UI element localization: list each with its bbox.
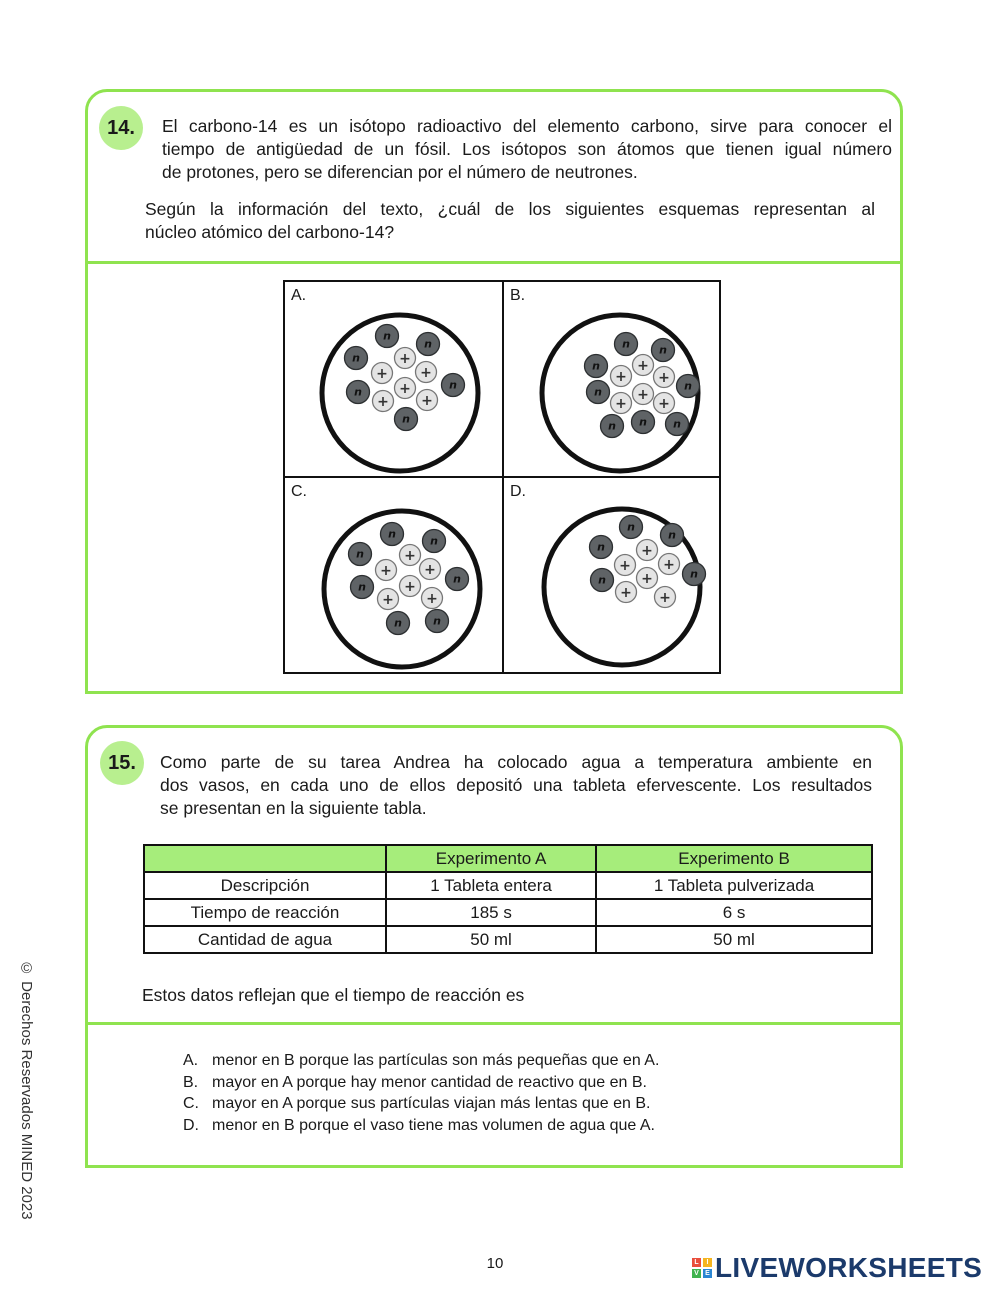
svg-text:+: +	[420, 365, 432, 381]
svg-text:+: +	[637, 358, 649, 374]
svg-text:n: n	[659, 343, 667, 357]
proton-particle	[655, 587, 676, 608]
table-header-cell: Experimento B	[596, 845, 872, 872]
svg-text:+: +	[641, 543, 653, 559]
option-b-label[interactable]: B.	[510, 287, 526, 304]
svg-text:n: n	[356, 547, 364, 561]
svg-text:n: n	[402, 412, 410, 426]
svg-text:+: +	[380, 563, 392, 579]
svg-text:n: n	[433, 614, 441, 628]
neutron-particle	[423, 530, 446, 553]
proton-particle	[633, 384, 654, 405]
question-15-prompt: Estos datos reflejan que el tiempo de reacción es	[142, 985, 525, 1005]
proton-particle	[654, 393, 675, 414]
svg-text:n: n	[394, 616, 402, 630]
proton-particle	[637, 540, 658, 561]
proton-particle	[615, 555, 636, 576]
table-header-cell: Experimento A	[386, 845, 596, 872]
question-14-card	[85, 89, 903, 694]
neutron-particle	[442, 374, 465, 397]
table-header-row	[144, 845, 872, 872]
svg-text:+: +	[424, 562, 436, 578]
svg-text:n: n	[592, 359, 600, 373]
proton-particle	[420, 559, 441, 580]
option-text: menor en B porque las partículas son más pequeñas que en A.	[212, 1052, 660, 1069]
answer-option-d[interactable]	[183, 1115, 659, 1137]
table-cell: 50 ml	[386, 926, 596, 953]
svg-text:+: +	[404, 579, 416, 595]
proton-particle	[637, 568, 658, 589]
proton-particle	[611, 393, 632, 414]
nucleus-options-grid	[283, 280, 721, 674]
logo-cube: E	[703, 1269, 712, 1278]
svg-text:+: +	[658, 370, 670, 386]
table-cell: 50 ml	[596, 926, 872, 953]
svg-text:n: n	[668, 528, 676, 542]
nucleus-diagram-a[interactable]	[315, 308, 485, 478]
neutron-particle	[590, 536, 613, 559]
section-divider	[88, 1022, 900, 1025]
logo-cube: V	[692, 1269, 701, 1278]
svg-text:n: n	[690, 567, 698, 581]
svg-text:+: +	[658, 396, 670, 412]
svg-text:+: +	[421, 393, 433, 409]
experiment-table	[143, 844, 873, 954]
svg-text:n: n	[352, 351, 360, 365]
svg-text:+: +	[426, 591, 438, 607]
neutron-particle	[666, 413, 689, 436]
svg-text:+: +	[399, 351, 411, 367]
option-letter: B.	[183, 1073, 199, 1091]
neutron-particle	[591, 569, 614, 592]
svg-text:n: n	[449, 378, 457, 392]
neutron-particle	[345, 347, 368, 370]
proton-particle	[659, 554, 680, 575]
intro-line: de protones, pero se diferencian por el número de neutrones.	[162, 162, 638, 182]
neutron-particle	[381, 523, 404, 546]
option-a-label[interactable]: A.	[291, 287, 307, 304]
neutron-particle	[349, 543, 372, 566]
svg-text:n: n	[627, 520, 635, 534]
liveworksheets-logo[interactable]	[692, 1252, 982, 1284]
logo-cube: L	[692, 1258, 701, 1267]
proton-particle	[373, 391, 394, 412]
neutron-particle	[351, 576, 374, 599]
svg-text:+: +	[641, 571, 653, 587]
section-divider	[88, 261, 900, 264]
logo-cubes-icon	[692, 1258, 712, 1278]
table-cell: 6 s	[596, 899, 872, 926]
svg-text:n: n	[639, 415, 647, 429]
svg-text:+: +	[404, 548, 416, 564]
svg-text:+: +	[399, 381, 411, 397]
neutron-particle	[620, 516, 643, 539]
neutron-particle	[417, 333, 440, 356]
neutron-particle	[587, 381, 610, 404]
proton-particle	[395, 348, 416, 369]
svg-text:n: n	[430, 534, 438, 548]
neutron-particle	[585, 355, 608, 378]
neutron-particle	[426, 610, 449, 633]
svg-text:n: n	[608, 419, 616, 433]
neutron-particle	[376, 325, 399, 348]
brand-wordmark: LIVEWORKSHEETS	[715, 1252, 983, 1283]
question-number-badge: 15.	[100, 741, 144, 785]
answer-option-c[interactable]	[183, 1093, 659, 1115]
table-cell: 185 s	[386, 899, 596, 926]
table-cell: 1 Tableta entera	[386, 872, 596, 899]
neutron-particle	[446, 568, 469, 591]
neutron-particle	[615, 333, 638, 356]
nucleus-diagram-d[interactable]	[537, 502, 707, 672]
neutron-particle	[387, 612, 410, 635]
option-letter: A.	[183, 1052, 199, 1069]
intro-line: se presentan en la siguiente tabla.	[160, 798, 427, 818]
intro-line: tiempo de antigüedad de un fósil. Los isótopos son átomos que tienen igual número	[162, 139, 892, 159]
logo-cube: I	[703, 1258, 712, 1267]
answer-option-b[interactable]	[183, 1072, 659, 1094]
question-14-prompt	[145, 198, 875, 244]
nucleus-diagram-c[interactable]	[317, 504, 487, 674]
neutron-particle	[683, 563, 706, 586]
svg-text:+: +	[659, 590, 671, 606]
intro-line: Como parte de su tarea Andrea ha colocado agua a temperatura ambiente en	[160, 752, 872, 772]
proton-particle	[378, 589, 399, 610]
svg-text:n: n	[388, 527, 396, 541]
proton-particle	[616, 582, 637, 603]
nucleus-diagram-b[interactable]	[535, 308, 705, 478]
svg-text:n: n	[598, 573, 606, 587]
table-cell: 1 Tableta pulverizada	[596, 872, 872, 899]
proton-particle	[400, 576, 421, 597]
option-text: mayor en A porque sus partículas viajan más lentas que en B.	[212, 1095, 651, 1112]
table-row	[144, 926, 872, 953]
proton-particle	[376, 560, 397, 581]
proton-particle	[417, 390, 438, 411]
intro-line: dos vasos, en cada uno de ellos depositó una tableta efervescente. Los resultados	[160, 775, 872, 795]
question-14-intro	[162, 115, 892, 184]
svg-text:n: n	[594, 385, 602, 399]
neutron-particle	[601, 415, 624, 438]
neutron-particle	[677, 375, 700, 398]
svg-text:+: +	[637, 387, 649, 403]
page-number: 10	[486, 1255, 504, 1272]
svg-text:n: n	[684, 379, 692, 393]
answer-option-a[interactable]	[183, 1050, 659, 1072]
svg-text:+: +	[663, 557, 675, 573]
svg-text:+: +	[615, 369, 627, 385]
svg-text:n: n	[383, 329, 391, 343]
question-number-badge: 14.	[99, 106, 143, 150]
option-letter: D.	[183, 1116, 199, 1134]
option-letter: C.	[183, 1095, 199, 1112]
proton-particle	[416, 362, 437, 383]
option-text: menor en B porque el vaso tiene mas volumen de agua que A.	[212, 1116, 655, 1134]
svg-text:n: n	[622, 337, 630, 351]
question-15-intro	[160, 751, 872, 820]
svg-text:+: +	[620, 585, 632, 601]
answer-options	[183, 1050, 659, 1136]
table-row	[144, 872, 872, 899]
prompt-line: Según la información del texto, ¿cuál de los siguientes esquemas representan al	[145, 199, 875, 219]
svg-text:+: +	[377, 394, 389, 410]
table-cell: Cantidad de agua	[144, 926, 386, 953]
neutron-particle	[395, 408, 418, 431]
neutron-particle	[652, 339, 675, 362]
neutron-particle	[661, 524, 684, 547]
neutron-particle	[632, 411, 655, 434]
copyright-notice: © Derechos Reservados MINED 2023	[18, 960, 35, 1220]
proton-particle	[611, 366, 632, 387]
table-header-cell	[144, 845, 386, 872]
question-15-card	[85, 725, 903, 1168]
prompt-line: núcleo atómico del carbono-14?	[145, 222, 395, 242]
option-c-label[interactable]: C.	[291, 483, 307, 500]
svg-text:n: n	[453, 572, 461, 586]
option-d-label[interactable]: D.	[510, 483, 526, 500]
proton-particle	[422, 588, 443, 609]
svg-text:+: +	[619, 558, 631, 574]
svg-text:n: n	[358, 580, 366, 594]
svg-text:n: n	[424, 337, 432, 351]
svg-text:+: +	[376, 366, 388, 382]
proton-particle	[395, 378, 416, 399]
svg-text:n: n	[354, 385, 362, 399]
proton-particle	[654, 367, 675, 388]
svg-text:n: n	[673, 417, 681, 431]
table-cell: Tiempo de reacción	[144, 899, 386, 926]
proton-particle	[372, 363, 393, 384]
intro-line: El carbono-14 es un isótopo radioactivo del elemento carbono, sirve para conocer el	[162, 116, 892, 136]
proton-particle	[400, 545, 421, 566]
option-text: mayor en A porque hay menor cantidad de reactivo que en B.	[212, 1073, 647, 1091]
proton-particle	[633, 355, 654, 376]
table-cell: Descripción	[144, 872, 386, 899]
svg-text:+: +	[615, 396, 627, 412]
table-row	[144, 899, 872, 926]
neutron-particle	[347, 381, 370, 404]
svg-text:n: n	[597, 540, 605, 554]
svg-text:+: +	[382, 592, 394, 608]
